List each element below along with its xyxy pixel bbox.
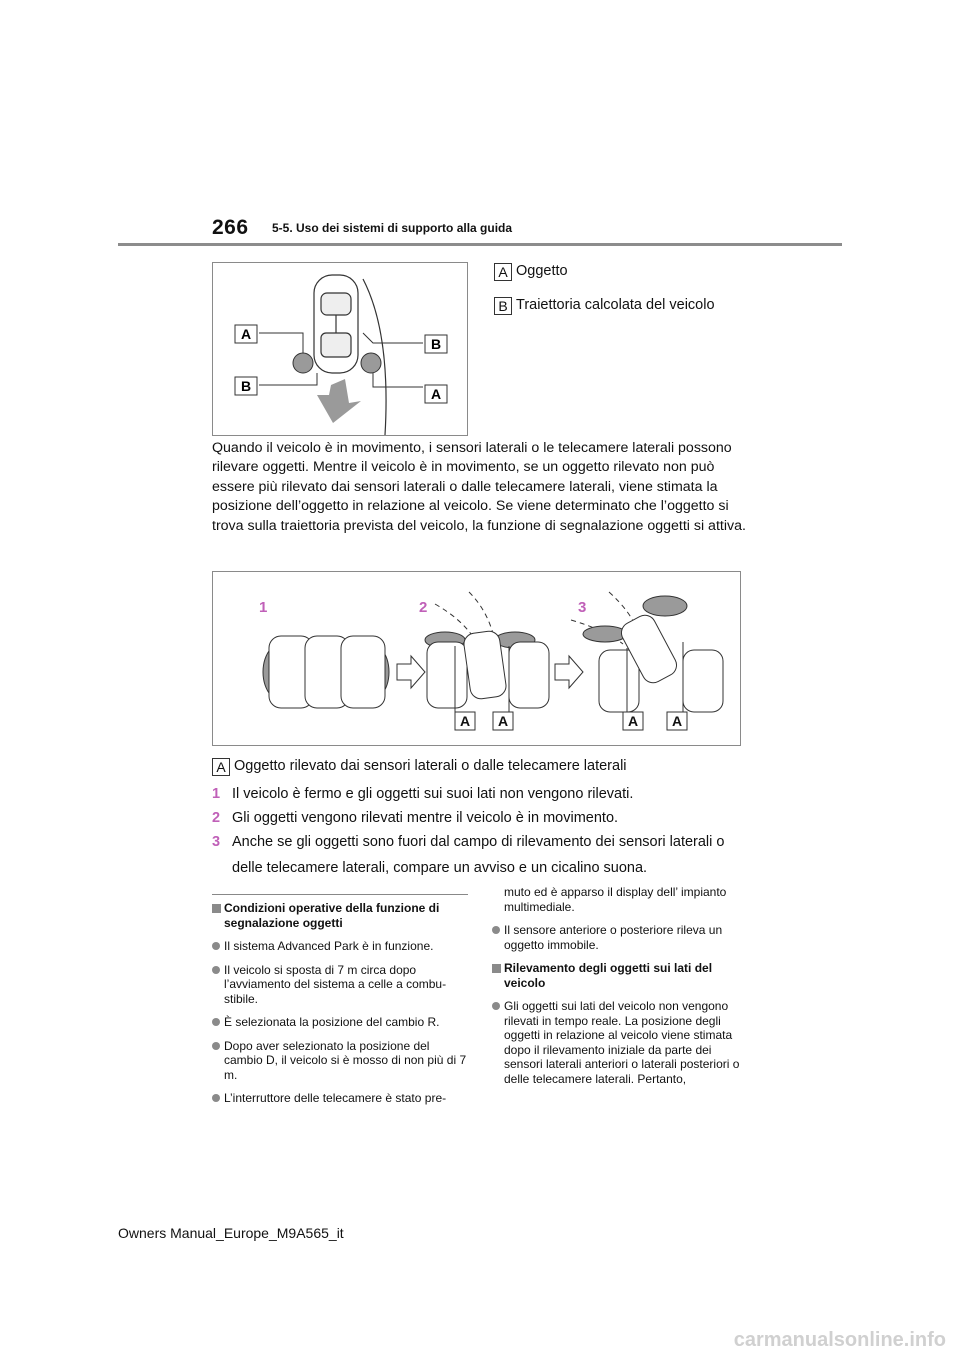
scene-2	[425, 592, 549, 722]
fig2-label: A	[459, 713, 471, 729]
figure-detection-sequence-illustration	[213, 572, 740, 745]
circle-bullet-icon	[212, 1042, 220, 1050]
legend-text: Oggetto	[516, 263, 568, 279]
step-item	[212, 810, 618, 826]
step-item	[212, 834, 724, 876]
arrow-2	[555, 656, 583, 688]
circle-bullet-icon	[212, 942, 220, 950]
continued-text: muto ed è apparso il display dell’ impianto multimediale.	[504, 885, 727, 914]
legend-item	[494, 263, 568, 281]
notes-heading: Condizioni operative della funzione di segnalazione oggetti	[212, 901, 468, 930]
step-number-label: 1	[259, 599, 268, 616]
bullet-item: È selezionata la posizione del cambio R.	[212, 1015, 468, 1030]
section-title: 5-5. Uso dei sistemi di supporto alla guida	[272, 221, 513, 235]
fig1-label: A	[240, 326, 252, 342]
figure-detection-sequence	[212, 571, 741, 746]
step-number-label: 2	[419, 599, 428, 616]
circle-bullet-icon	[492, 926, 500, 934]
step-number: 2	[212, 810, 221, 826]
step-text: Anche se gli oggetti sono fuori dal campo di rilevamento dei sensori laterali o	[232, 834, 725, 850]
legend-item	[494, 297, 715, 315]
fig2-label: A	[627, 713, 639, 729]
circle-bullet-icon	[212, 1094, 220, 1102]
notes-left	[212, 901, 468, 1106]
object-right	[361, 353, 381, 373]
bullet-item: Gli oggetti sui lati del veicolo non vengono rilevati in tempo reale. La posizione degli oggetti in relazione al veicolo viene stimata dopo il rilevamento iniziale da parte dei sensori laterali anteriori o laterali posteriori o delle telecamere laterali. Pertanto,	[492, 999, 748, 1086]
motion-arrow	[317, 379, 361, 423]
footer-manual-id: Owners Manual_Europe_M9A565_it	[118, 1225, 344, 1241]
step-number: 1	[212, 786, 221, 802]
notes-right	[492, 885, 748, 1086]
body-paragraph: Quando il veicolo è in movimento, i sensori laterali o le telecamere laterali possono rilevare oggetti. Mentre il veicolo è in movimento, se un oggetto rilevato non può essere più rilevato dai sensori laterali o dalle telecamere laterali, viene stimata la posizione dell’oggetto in relazione al veicolo. Se viene determinato che l’oggetto si trova sulla traiettoria prevista del veicolo, la funzione di segnalazione oggetti si attiva.	[212, 440, 746, 534]
step-text: Gli oggetti vengono rilevati mentre il veicolo è in movimento.	[232, 810, 619, 826]
legend-text: Oggetto rilevato dai sensori laterali o dalle telecamere laterali	[234, 758, 627, 774]
step-number: 3	[212, 834, 221, 850]
step-item	[212, 786, 633, 802]
square-bullet-icon	[212, 904, 221, 913]
object-left	[293, 353, 313, 373]
watermark: carmanualsonline.info	[733, 1329, 946, 1351]
notes-heading: Rilevamento degli oggetti sui lati del veicolo	[492, 961, 748, 990]
car-top-view	[314, 275, 358, 373]
step-number-label: 3	[578, 599, 587, 616]
figure-object-trajectory	[212, 262, 468, 436]
legend-text: Traiettoria calcolata del veicolo	[516, 297, 715, 313]
scene-1	[263, 636, 389, 708]
circle-bullet-icon	[212, 1018, 220, 1026]
bullet-item: Il sensore anteriore o posteriore rileva un oggetto immobile.	[492, 923, 748, 952]
step-text-continued: delle telecamere laterali, compare un avviso e un cicalino suona.	[232, 860, 648, 876]
notes-rule	[212, 894, 468, 895]
header-rule	[118, 243, 842, 246]
legend-key: A	[212, 758, 230, 776]
fig1-label: A	[430, 386, 442, 402]
fig2-label: A	[497, 713, 509, 729]
page-number: 266	[212, 216, 249, 239]
figure-object-trajectory-illustration	[213, 263, 467, 435]
bullet-item: L’interruttore delle telecamere è stato pre-	[212, 1091, 468, 1106]
arrow-1	[397, 656, 425, 688]
circle-bullet-icon	[492, 1002, 500, 1010]
legend-key: A	[494, 263, 512, 281]
fig2-label: A	[671, 713, 683, 729]
bullet-item: Il sistema Advanced Park è in funzione.	[212, 939, 468, 954]
legend-key: B	[494, 297, 512, 315]
bullet-item: Dopo aver selezionato la posizione del cambio D, il veicolo si è mosso di non più di 7 m.	[212, 1039, 468, 1083]
square-bullet-icon	[492, 964, 501, 973]
step-text: Il veicolo è fermo e gli oggetti sui suoi lati non vengono rilevati.	[232, 786, 634, 802]
scene-3	[571, 592, 723, 722]
legend-item	[212, 758, 627, 776]
circle-bullet-icon	[212, 966, 220, 974]
bullet-item: Il veicolo si sposta di 7 m circa dopo l’avviamento del sistema a celle a combu-stibile.	[212, 963, 468, 1007]
fig1-label: B	[240, 378, 252, 394]
fig1-label: B	[430, 336, 442, 352]
